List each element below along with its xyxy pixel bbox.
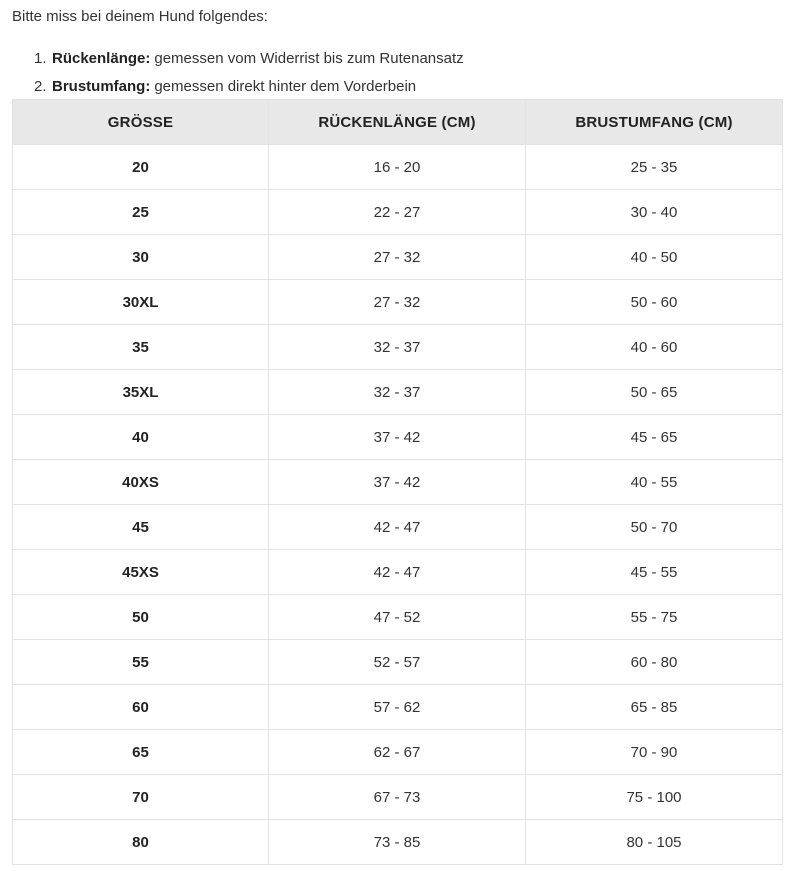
cell-chest-girth: 55 - 75 xyxy=(526,595,783,640)
cell-chest-girth: 30 - 40 xyxy=(526,190,783,235)
cell-size: 60 xyxy=(13,685,269,730)
cell-chest-girth: 50 - 65 xyxy=(526,370,783,415)
cell-size: 65 xyxy=(13,730,269,775)
step-number: 2. xyxy=(34,78,47,95)
cell-chest-girth: 80 - 105 xyxy=(526,820,783,865)
step-item xyxy=(34,73,464,101)
table-row xyxy=(13,235,783,280)
table-body xyxy=(13,145,783,865)
cell-back-length: 32 - 37 xyxy=(269,370,526,415)
table-row xyxy=(13,280,783,325)
table-row xyxy=(13,640,783,685)
table-row xyxy=(13,595,783,640)
cell-size: 40XS xyxy=(13,460,269,505)
cell-chest-girth: 75 - 100 xyxy=(526,775,783,820)
table-row xyxy=(13,370,783,415)
cell-back-length: 67 - 73 xyxy=(269,775,526,820)
cell-back-length: 37 - 42 xyxy=(269,415,526,460)
cell-size: 45XS xyxy=(13,550,269,595)
table-row xyxy=(13,730,783,775)
cell-chest-girth: 40 - 55 xyxy=(526,460,783,505)
cell-back-length: 37 - 42 xyxy=(269,460,526,505)
cell-size: 30XL xyxy=(13,280,269,325)
step-term: Brustumfang: xyxy=(52,78,151,95)
cell-size: 20 xyxy=(13,145,269,190)
table-row xyxy=(13,775,783,820)
cell-chest-girth: 70 - 90 xyxy=(526,730,783,775)
cell-chest-girth: 40 - 60 xyxy=(526,325,783,370)
cell-chest-girth: 65 - 85 xyxy=(526,685,783,730)
cell-size: 55 xyxy=(13,640,269,685)
cell-back-length: 57 - 62 xyxy=(269,685,526,730)
step-description: gemessen vom Widerrist bis zum Rutenansatz xyxy=(154,50,464,67)
step-term: Rückenlänge: xyxy=(52,50,151,67)
cell-back-length: 27 - 32 xyxy=(269,235,526,280)
cell-size: 40 xyxy=(13,415,269,460)
table-row xyxy=(13,460,783,505)
cell-back-length: 32 - 37 xyxy=(269,325,526,370)
table-header-row xyxy=(13,100,783,145)
cell-back-length: 42 - 47 xyxy=(269,550,526,595)
cell-back-length: 27 - 32 xyxy=(269,280,526,325)
cell-back-length: 42 - 47 xyxy=(269,505,526,550)
table-row xyxy=(13,820,783,865)
header-back-length: RÜCKENLÄNGE (CM) xyxy=(269,100,526,145)
step-description: gemessen direkt hinter dem Vorderbein xyxy=(154,78,417,95)
cell-back-length: 62 - 67 xyxy=(269,730,526,775)
cell-back-length: 52 - 57 xyxy=(269,640,526,685)
intro-text: Bitte miss bei deinem Hund folgendes: xyxy=(12,8,268,25)
cell-chest-girth: 50 - 60 xyxy=(526,280,783,325)
step-number: 1. xyxy=(34,50,47,67)
cell-size: 70 xyxy=(13,775,269,820)
cell-size: 35XL xyxy=(13,370,269,415)
cell-size: 30 xyxy=(13,235,269,280)
cell-back-length: 47 - 52 xyxy=(269,595,526,640)
cell-back-length: 16 - 20 xyxy=(269,145,526,190)
cell-size: 80 xyxy=(13,820,269,865)
cell-back-length: 73 - 85 xyxy=(269,820,526,865)
header-size: GRÖSSE xyxy=(13,100,269,145)
cell-chest-girth: 45 - 55 xyxy=(526,550,783,595)
header-chest-girth: BRUSTUMFANG (CM) xyxy=(526,100,783,145)
table-row xyxy=(13,685,783,730)
table-row xyxy=(13,550,783,595)
cell-chest-girth: 60 - 80 xyxy=(526,640,783,685)
table-row xyxy=(13,145,783,190)
table-row xyxy=(13,415,783,460)
cell-size: 45 xyxy=(13,505,269,550)
cell-chest-girth: 45 - 65 xyxy=(526,415,783,460)
cell-size: 35 xyxy=(13,325,269,370)
cell-size: 50 xyxy=(13,595,269,640)
table-row xyxy=(13,505,783,550)
table-row xyxy=(13,190,783,235)
table-row xyxy=(13,325,783,370)
cell-size: 25 xyxy=(13,190,269,235)
measurement-steps xyxy=(34,45,464,101)
cell-chest-girth: 25 - 35 xyxy=(526,145,783,190)
cell-chest-girth: 50 - 70 xyxy=(526,505,783,550)
cell-back-length: 22 - 27 xyxy=(269,190,526,235)
size-table xyxy=(12,99,783,865)
cell-chest-girth: 40 - 50 xyxy=(526,235,783,280)
step-item xyxy=(34,45,464,73)
